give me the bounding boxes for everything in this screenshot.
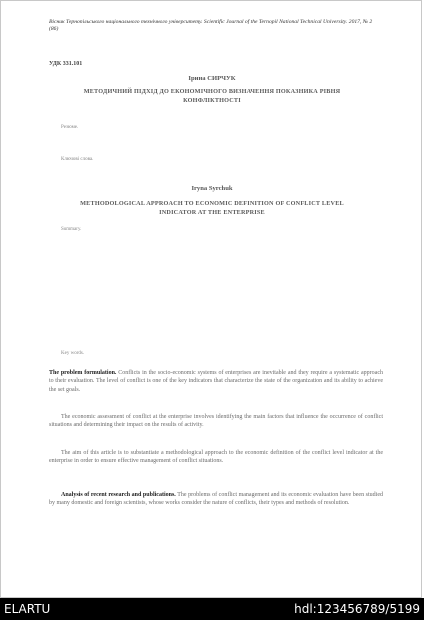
paragraph-problem-formulation (49, 369, 383, 394)
paragraph-heading: Analysis of recent research and publications. (61, 492, 176, 498)
paragraph-3: The aim of this article is to substantiate a methodological approach to the economic definition of the conflict level indicator at the enterprise in order to ensure effective management of conflict situations. (49, 450, 383, 465)
author-uk: Ірина СИРЧУК (188, 75, 236, 82)
journal-citation: Вісник Тернопільського національного технічного університету. Scientific Journal of the Ternopil National Technical University. 2017, № 2 (86) (49, 19, 373, 33)
title-en: METHODOLOGICAL APPROACH TO ECONOMIC DEFINITION OF CONFLICT LEVEL INDICATOR AT THE ENTERPRISE (80, 200, 344, 216)
udc-code: УДК 331.101 (49, 61, 83, 67)
keywords-label-uk: Ключові слова. (61, 157, 94, 162)
paragraph-text: The problems of conflict management and its economic evaluation have been studied by many domestic and foreign scientists, whose works consider the nature of conflicts, their types and methods of resolution. (49, 492, 383, 507)
paragraph-analysis (49, 491, 383, 508)
repository-name: ELARTU (4, 602, 51, 616)
abstract-label-uk: Резюме. (61, 125, 79, 130)
paragraph-text: Conflicts in the socio-economic systems of enterprises are inevitable and they require a systematic approach to their evaluation. The level of conflict is one of the key indicators that characterize the state of the organization and its ability to achieve the set goals. (49, 370, 383, 393)
title-uk: МЕТОДИЧНИЙ ПІДХІД ДО ЕКОНОМІЧНОГО ВИЗНАЧЕННЯ ПОКАЗНИКА РІВНЯ КОНФЛІКТНОСТІ (83, 88, 341, 104)
paragraph-2: The economic assessment of conflict at the enterprise involves identifying the main factors that influence the occurrence of conflict situations and determining their impact on the results of activity. (49, 414, 383, 429)
keywords-label-en: Key words. (61, 351, 85, 356)
paragraph-heading: The problem formulation. (49, 370, 117, 376)
handle-identifier[interactable]: hdl:123456789/5199 (294, 602, 420, 616)
viewer-footer-bar (0, 598, 424, 620)
author-en: Iryna Syrchuk (191, 185, 233, 192)
summary-label-en: Summary. (61, 227, 82, 232)
